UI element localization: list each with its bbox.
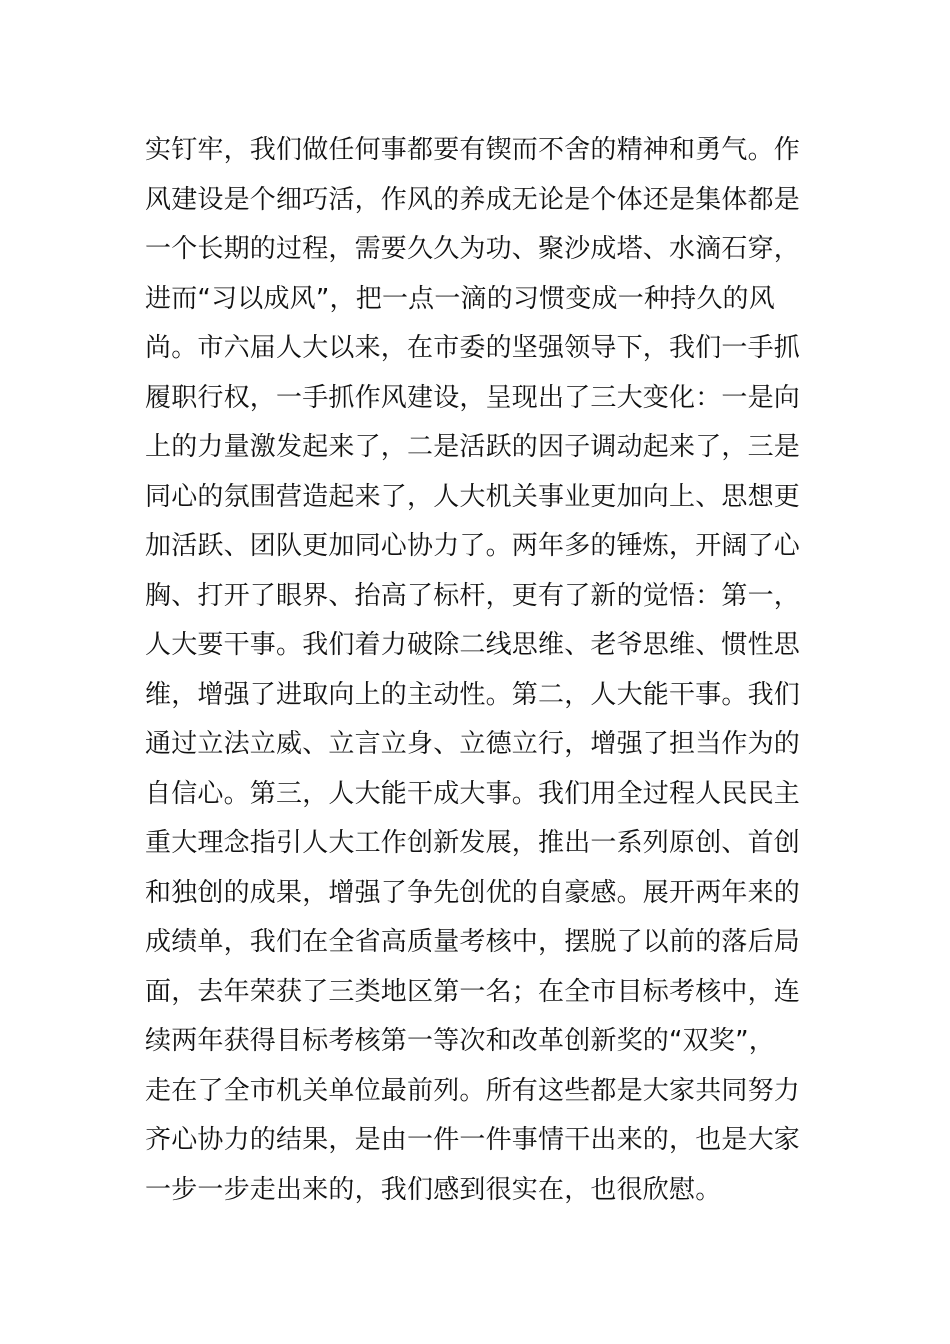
text-line-20: 走在了全市机关单位最前列。所有这些都是大家共同努力 [145,1075,801,1106]
text-line-7: 上的力量激发起来了，二是活跃的因子调动起来了，三是 [145,432,801,462]
text-line-16: 和独创的成果，增强了争先创优的自豪感。展开两年来的 [145,877,801,908]
text-line-12: 维，增强了进取向上的主动性。第二，人大能干事。我们 [145,679,801,710]
text-line-21: 齐心协力的结果，是由一件一件事情干出来的，也是大家 [145,1125,801,1155]
text-line-5: 尚。市六届人大以来，在市委的坚强领导下，我们一手抓 [145,333,801,363]
text-line-6: 履职行权，一手抓作风建设，呈现出了三大变化：一是向 [145,382,801,413]
body-text [145,126,815,1215]
text-line-14: 自信心。第三，人大能干成大事。我们用全过程人民民主 [145,778,801,809]
text-line-13: 通过立法立威、立言立身、立德立行，增强了担当作为的 [145,729,801,759]
text-line-4: 进而“习以成风”，把一点一滴的习惯变成一种持久的风 [145,283,775,314]
text-line-2: 风建设是个细巧活，作风的养成无论是个体还是集体都是 [145,184,801,215]
text-line-19: 续两年获得目标考核第一等次和改革创新奖的“双奖”， [145,1026,775,1056]
text-line-1: 实钉牢，我们做任何事都要有锲而不舍的精神和勇气。作 [145,135,801,165]
text-line-18: 面，去年荣获了三类地区第一名；在全市目标考核中，连 [145,976,801,1007]
text-line-15: 重大理念指引人大工作创新发展，推出一系列原创、首创 [145,828,801,858]
text-line-3: 一个长期的过程，需要久久为功、聚沙成塔、水滴石穿， [145,234,801,264]
text-line-8: 同心的氛围营造起来了，人大机关事业更加向上、思想更 [145,481,801,512]
text-line-10: 胸、打开了眼界、抬高了标杆，更有了新的觉悟：第一， [145,580,801,611]
text-line-11: 人大要干事。我们着力破除二线思维、老爷思维、惯性思 [145,630,801,660]
text-line-17: 成绩单，我们在全省高质量考核中，摆脱了以前的落后局 [145,927,801,957]
text-line-9: 加活跃、团队更加同心协力了。两年多的锤炼，开阔了心 [145,531,801,561]
text-line-22: 一步一步走出来的，我们感到很实在，也很欣慰。 [145,1174,722,1205]
